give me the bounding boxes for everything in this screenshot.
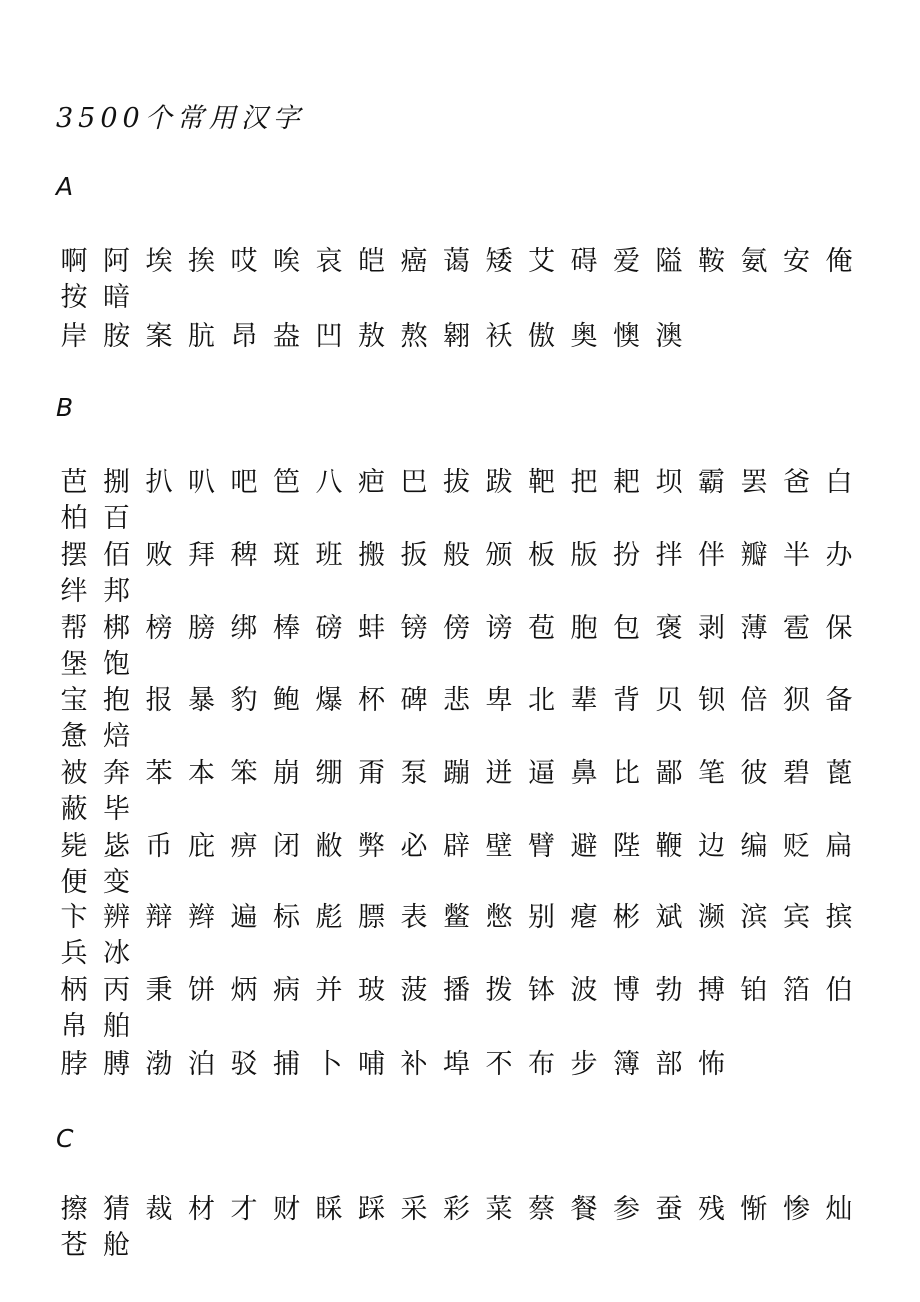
section-letter-b: B (56, 393, 74, 422)
hanzi-char: 肮 (188, 321, 215, 352)
char-line-c-1 (56, 1192, 866, 1261)
hanzi-char: 本 (188, 758, 215, 789)
hanzi-char: 叭 (188, 467, 215, 498)
char-line-b-1 (56, 465, 866, 534)
hanzi-char: 被 (60, 758, 88, 789)
hanzi-char: 俺 (825, 246, 853, 277)
hanzi-char: 薄 (740, 613, 768, 644)
hanzi-char: 擦 (60, 1194, 88, 1225)
hanzi-char: 唉 (273, 246, 300, 277)
hanzi-char: 惫 (60, 721, 88, 752)
hanzi-char: 簿 (613, 1049, 640, 1080)
hanzi-char: 边 (698, 831, 725, 862)
hanzi-char: 剥 (698, 613, 725, 644)
hanzi-char: 备 (825, 685, 853, 716)
hanzi-char: 布 (528, 1049, 555, 1080)
hanzi-char: 奥 (570, 321, 598, 352)
hanzi-char: 丙 (103, 975, 130, 1006)
hanzi-char: 补 (400, 1049, 428, 1080)
hanzi-char: 艾 (528, 246, 555, 277)
hanzi-char: 按 (60, 282, 88, 313)
hanzi-char: 脖 (60, 1049, 88, 1080)
hanzi-char: 癌 (400, 246, 428, 277)
hanzi-char: 崩 (273, 758, 300, 789)
hanzi-char: 病 (273, 975, 300, 1006)
hanzi-char: 步 (570, 1049, 598, 1080)
hanzi-char: 报 (145, 685, 173, 716)
hanzi-char: 彬 (613, 902, 640, 933)
hanzi-char: 傍 (443, 613, 470, 644)
hanzi-char: 保 (825, 613, 853, 644)
hanzi-char: 憋 (485, 902, 513, 933)
hanzi-char: 稗 (230, 540, 258, 571)
hanzi-char: 捕 (273, 1049, 300, 1080)
hanzi-char: 邦 (103, 576, 130, 607)
hanzi-char: 拨 (485, 975, 513, 1006)
hanzi-char: 碑 (400, 685, 428, 716)
hanzi-char: 绑 (230, 613, 258, 644)
hanzi-char: 播 (443, 975, 470, 1006)
hanzi-char: 拌 (655, 540, 683, 571)
hanzi-char: 抱 (103, 685, 130, 716)
hanzi-char: 背 (613, 685, 640, 716)
hanzi-char: 靶 (528, 467, 555, 498)
hanzi-char: 卞 (60, 902, 88, 933)
hanzi-char: 拜 (188, 540, 215, 571)
hanzi-char: 庇 (188, 831, 215, 862)
hanzi-char: 瘪 (570, 902, 598, 933)
hanzi-char: 饼 (188, 975, 215, 1006)
hanzi-char: 冰 (103, 938, 130, 969)
hanzi-char: 斑 (273, 540, 300, 571)
char-line-b-6 (56, 829, 866, 898)
hanzi-char: 般 (443, 540, 470, 571)
hanzi-char: 惭 (740, 1194, 768, 1225)
char-line-a-1 (56, 244, 866, 313)
hanzi-char: 比 (613, 758, 640, 789)
hanzi-char: 包 (613, 613, 640, 644)
hanzi-char: 鲍 (273, 685, 300, 716)
hanzi-char: 钵 (528, 975, 555, 1006)
hanzi-char: 褒 (655, 613, 683, 644)
hanzi-char: 阿 (103, 246, 130, 277)
hanzi-char: 斌 (655, 902, 683, 933)
hanzi-char: 裁 (145, 1194, 173, 1225)
hanzi-char: 凹 (315, 321, 343, 352)
hanzi-char: 菜 (485, 1194, 513, 1225)
hanzi-char: 惨 (783, 1194, 810, 1225)
hanzi-char: 板 (528, 540, 555, 571)
hanzi-char: 遍 (230, 902, 258, 933)
hanzi-char: 变 (103, 867, 130, 898)
hanzi-char: 伴 (698, 540, 725, 571)
hanzi-char: 碍 (570, 246, 598, 277)
hanzi-char: 皑 (358, 246, 385, 277)
hanzi-char: 菠 (400, 975, 428, 1006)
hanzi-char: 蔽 (60, 794, 88, 825)
hanzi-char: 八 (315, 467, 343, 498)
hanzi-char: 财 (273, 1194, 300, 1225)
hanzi-char: 哎 (230, 246, 258, 277)
hanzi-char: 狈 (783, 685, 810, 716)
hanzi-char: 佰 (103, 540, 130, 571)
hanzi-char: 残 (698, 1194, 725, 1225)
hanzi-char: 熬 (400, 321, 428, 352)
hanzi-char: 彩 (443, 1194, 470, 1225)
hanzi-char: 奔 (103, 758, 130, 789)
hanzi-char: 颁 (485, 540, 513, 571)
hanzi-char: 白 (825, 467, 853, 498)
char-line-b-9 (56, 1046, 866, 1084)
hanzi-char: 壁 (485, 831, 513, 862)
hanzi-char: 暴 (188, 685, 215, 716)
hanzi-char: 别 (528, 902, 555, 933)
hanzi-char: 睬 (315, 1194, 343, 1225)
hanzi-char: 爆 (315, 685, 343, 716)
hanzi-char: 铂 (740, 975, 768, 1006)
hanzi-char: 柄 (60, 975, 88, 1006)
hanzi-char: 饱 (103, 649, 130, 680)
hanzi-char: 卑 (485, 685, 513, 716)
hanzi-char: 柏 (60, 503, 88, 534)
hanzi-char: 昂 (230, 321, 258, 352)
hanzi-char: 泊 (188, 1049, 215, 1080)
hanzi-char: 辟 (443, 831, 470, 862)
hanzi-char: 蔼 (443, 246, 470, 277)
hanzi-char: 痹 (230, 831, 258, 862)
hanzi-char: 蔡 (528, 1194, 555, 1225)
hanzi-char: 炳 (230, 975, 258, 1006)
hanzi-char: 巴 (400, 467, 428, 498)
section-letter-a: A (56, 172, 74, 201)
hanzi-char: 鞍 (698, 246, 725, 277)
hanzi-char: 必 (400, 831, 428, 862)
hanzi-char: 笔 (698, 758, 725, 789)
hanzi-char: 苍 (60, 1230, 88, 1261)
hanzi-char: 辈 (570, 685, 598, 716)
hanzi-char: 敝 (315, 831, 343, 862)
hanzi-char: 绊 (60, 576, 88, 607)
hanzi-char: 翱 (443, 321, 470, 352)
hanzi-char: 并 (315, 975, 343, 1006)
hanzi-char: 鳖 (443, 902, 470, 933)
hanzi-char: 毕 (103, 794, 130, 825)
hanzi-char: 辨 (103, 902, 130, 933)
hanzi-char: 梆 (103, 613, 130, 644)
hanzi-char: 滨 (740, 902, 768, 933)
hanzi-char: 雹 (783, 613, 810, 644)
hanzi-char: 闭 (273, 831, 300, 862)
hanzi-char: 芭 (60, 467, 88, 498)
hanzi-char: 才 (230, 1194, 258, 1225)
hanzi-char: 傲 (528, 321, 555, 352)
hanzi-char: 灿 (825, 1194, 853, 1225)
hanzi-char: 跋 (485, 467, 513, 498)
hanzi-char: 甭 (358, 758, 385, 789)
hanzi-char: 迸 (485, 758, 513, 789)
hanzi-char: 搬 (358, 540, 385, 571)
hanzi-char: 避 (570, 831, 598, 862)
hanzi-char: 膀 (188, 613, 215, 644)
hanzi-char: 舶 (103, 1011, 130, 1042)
hanzi-char: 氨 (740, 246, 768, 277)
hanzi-char: 爸 (783, 467, 810, 498)
hanzi-char: 辫 (188, 902, 215, 933)
hanzi-char: 膘 (358, 902, 385, 933)
hanzi-char: 蹦 (443, 758, 470, 789)
hanzi-char: 瓣 (740, 540, 768, 571)
hanzi-char: 标 (273, 902, 300, 933)
hanzi-char: 逼 (528, 758, 555, 789)
hanzi-char: 鄙 (655, 758, 683, 789)
hanzi-char: 猜 (103, 1194, 130, 1225)
hanzi-char: 兵 (60, 938, 88, 969)
hanzi-char: 埠 (443, 1049, 470, 1080)
hanzi-char: 袄 (485, 321, 513, 352)
hanzi-char: 败 (145, 540, 173, 571)
hanzi-char: 不 (485, 1049, 513, 1080)
hanzi-char: 弊 (358, 831, 385, 862)
hanzi-char: 泵 (400, 758, 428, 789)
hanzi-char: 濒 (698, 902, 725, 933)
hanzi-char: 表 (400, 902, 428, 933)
hanzi-char: 蚕 (655, 1194, 683, 1225)
hanzi-char: 悲 (443, 685, 470, 716)
hanzi-char: 勃 (655, 975, 683, 1006)
hanzi-char: 鼻 (570, 758, 598, 789)
char-line-b-2 (56, 538, 866, 607)
hanzi-char: 驳 (230, 1049, 258, 1080)
hanzi-char: 箔 (783, 975, 810, 1006)
hanzi-char: 宝 (60, 685, 88, 716)
hanzi-char: 贝 (655, 685, 683, 716)
hanzi-char: 棒 (273, 613, 300, 644)
hanzi-char: 臂 (528, 831, 555, 862)
hanzi-char: 贬 (783, 831, 810, 862)
hanzi-char: 懊 (613, 321, 640, 352)
hanzi-char: 榜 (145, 613, 173, 644)
hanzi-char: 拔 (443, 467, 470, 498)
hanzi-char: 吧 (230, 467, 258, 498)
hanzi-char: 扮 (613, 540, 640, 571)
hanzi-char: 扒 (145, 467, 173, 498)
hanzi-char: 博 (613, 975, 640, 1006)
hanzi-char: 坝 (655, 467, 683, 498)
char-line-b-3 (56, 611, 866, 680)
hanzi-char: 杯 (358, 685, 385, 716)
hanzi-char: 碧 (783, 758, 810, 789)
hanzi-char: 钡 (698, 685, 725, 716)
hanzi-char: 半 (783, 540, 810, 571)
hanzi-char: 币 (145, 831, 173, 862)
hanzi-char: 蚌 (358, 613, 385, 644)
hanzi-char: 帮 (60, 613, 88, 644)
hanzi-char: 毖 (103, 831, 130, 862)
hanzi-char: 卜 (315, 1049, 343, 1080)
char-line-b-7 (56, 900, 866, 969)
hanzi-char: 摆 (60, 540, 88, 571)
hanzi-char: 餐 (570, 1194, 598, 1225)
hanzi-char: 材 (188, 1194, 215, 1225)
char-line-b-5 (56, 756, 866, 825)
hanzi-char: 北 (528, 685, 555, 716)
hanzi-char: 苞 (528, 613, 555, 644)
hanzi-char: 彼 (740, 758, 768, 789)
hanzi-char: 把 (570, 467, 598, 498)
hanzi-char: 霸 (698, 467, 725, 498)
hanzi-char: 踩 (358, 1194, 385, 1225)
hanzi-char: 蓖 (825, 758, 853, 789)
hanzi-char: 办 (825, 540, 853, 571)
hanzi-char: 疤 (358, 467, 385, 498)
hanzi-char: 啊 (60, 246, 88, 277)
hanzi-char: 敖 (358, 321, 385, 352)
hanzi-char: 盎 (273, 321, 300, 352)
document-title: 3500个常用汉字 (56, 103, 305, 134)
hanzi-char: 采 (400, 1194, 428, 1225)
hanzi-char: 宾 (783, 902, 810, 933)
hanzi-char: 哺 (358, 1049, 385, 1080)
hanzi-char: 帛 (60, 1011, 88, 1042)
hanzi-char: 伯 (825, 975, 853, 1006)
hanzi-char: 扁 (825, 831, 853, 862)
hanzi-char: 部 (655, 1049, 683, 1080)
hanzi-char: 隘 (655, 246, 683, 277)
char-line-b-8 (56, 973, 866, 1042)
hanzi-char: 罢 (740, 467, 768, 498)
hanzi-char: 舱 (103, 1230, 130, 1261)
hanzi-char: 笆 (273, 467, 300, 498)
hanzi-char: 百 (103, 503, 130, 534)
hanzi-char: 堡 (60, 649, 88, 680)
hanzi-char: 笨 (230, 758, 258, 789)
hanzi-char: 绷 (315, 758, 343, 789)
hanzi-char: 毙 (60, 831, 88, 862)
section-letter-c: C (56, 1124, 74, 1153)
hanzi-char: 埃 (145, 246, 173, 277)
hanzi-char: 搏 (698, 975, 725, 1006)
hanzi-char: 哀 (315, 246, 343, 277)
hanzi-char: 参 (613, 1194, 640, 1225)
hanzi-char: 彪 (315, 902, 343, 933)
hanzi-char: 岸 (60, 321, 88, 352)
hanzi-char: 陛 (613, 831, 640, 862)
char-line-b-4 (56, 683, 866, 752)
hanzi-char: 挨 (188, 246, 215, 277)
hanzi-char: 玻 (358, 975, 385, 1006)
hanzi-char: 鞭 (655, 831, 683, 862)
hanzi-char: 苯 (145, 758, 173, 789)
hanzi-char: 矮 (485, 246, 513, 277)
hanzi-char: 版 (570, 540, 598, 571)
hanzi-char: 波 (570, 975, 598, 1006)
hanzi-char: 磅 (315, 613, 343, 644)
hanzi-char: 镑 (400, 613, 428, 644)
hanzi-char: 耙 (613, 467, 640, 498)
hanzi-char: 爱 (613, 246, 640, 277)
hanzi-char: 摈 (825, 902, 853, 933)
hanzi-char: 编 (740, 831, 768, 862)
hanzi-char: 豹 (230, 685, 258, 716)
hanzi-char: 胺 (103, 321, 130, 352)
char-line-a-2 (56, 318, 866, 356)
hanzi-char: 扳 (400, 540, 428, 571)
hanzi-char: 渤 (145, 1049, 173, 1080)
hanzi-char: 怖 (698, 1049, 725, 1080)
hanzi-char: 案 (145, 321, 173, 352)
hanzi-char: 便 (60, 867, 88, 898)
hanzi-char: 捌 (103, 467, 130, 498)
hanzi-char: 倍 (740, 685, 768, 716)
hanzi-char: 班 (315, 540, 343, 571)
hanzi-char: 焙 (103, 721, 130, 752)
hanzi-char: 胞 (570, 613, 598, 644)
hanzi-char: 澳 (655, 321, 683, 352)
hanzi-char: 谤 (485, 613, 513, 644)
hanzi-char: 膊 (103, 1049, 130, 1080)
hanzi-char: 安 (783, 246, 810, 277)
hanzi-char: 辩 (145, 902, 173, 933)
hanzi-char: 秉 (145, 975, 173, 1006)
hanzi-char: 暗 (103, 282, 130, 313)
